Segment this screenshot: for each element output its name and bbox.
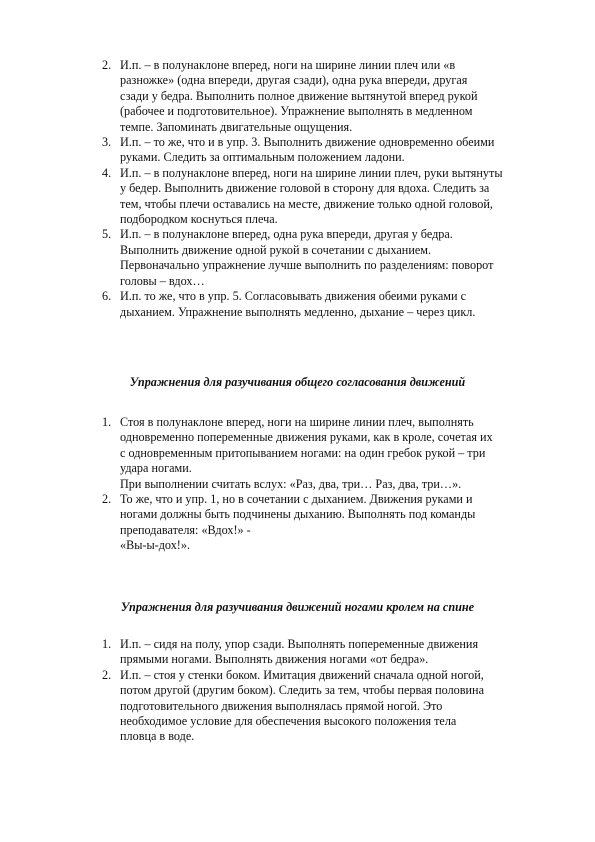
item-line: Выполнить движение одной рукой в сочетании с дыханием.	[120, 242, 432, 257]
item-line: При выполнении считать вслух: «Раз, два, три… Раз, два, три…».	[120, 476, 462, 491]
item-line: подбородком коснуться плеча.	[120, 212, 278, 227]
exercise-list-2	[102, 415, 542, 554]
item-line: И.п. – стоя у стенки боком. Имитация движений сначала одной ногой,	[120, 667, 484, 682]
item-line: Первоначально упражнение лучше выполнить по разделениям: поворот	[120, 258, 494, 273]
item-number: 5.	[102, 227, 112, 242]
section-heading: Упражнения для разучивания движений ногами кролем на спине	[120, 600, 475, 614]
item-number: 1.	[102, 415, 112, 429]
item-line: И.п. – в полунаклоне вперед, ноги на ширине линии плеч или «в	[120, 58, 456, 72]
item-line: «Вы-ы-дох!».	[120, 538, 191, 553]
item-number: 4.	[102, 165, 112, 180]
list-item	[102, 668, 542, 745]
item-line: у бедер. Выполнить движение головой в сторону для вдоха. Следить за	[120, 181, 490, 196]
item-line: И.п. то же, что в упр. 5. Согласовывать движения обеими руками с	[120, 289, 466, 304]
item-line: дыханием. Упражнение выполнять медленно, дыхание – через цикл.	[120, 304, 476, 319]
item-line: И.п. – сидя на полу, упор сзади. Выполнять попеременные движения	[120, 637, 479, 651]
item-line: пловца в воде.	[120, 729, 195, 744]
item-line: темпе. Запоминать двигательные ощущения.	[120, 119, 353, 134]
exercise-list-3	[102, 637, 542, 745]
list-item	[102, 415, 542, 492]
item-number: 2.	[102, 58, 112, 72]
item-line: Стоя в полунаклоне вперед, ноги на ширине линии плеч, выполнять	[120, 415, 474, 429]
item-line: руками. Следить за оптимальным положением ладони.	[120, 150, 405, 165]
list-item	[102, 289, 542, 320]
list-item	[102, 166, 542, 228]
item-line: прямыми ногами. Выполнять движения ногами «от бедра».	[120, 652, 429, 667]
list-item	[102, 637, 542, 668]
item-line: И.п. – в полунаклоне вперед, ноги на ширине линии плеч, руки вытянуты	[120, 165, 503, 180]
item-number: 2.	[102, 492, 112, 507]
list-item	[102, 58, 542, 135]
section-heading: Упражнения для разучивания общего согласования движений	[129, 375, 466, 389]
item-line: подготовительного движения выполнялась прямой ногой. Это	[120, 698, 443, 713]
exercise-list-1	[102, 58, 542, 320]
item-number: 1.	[102, 637, 112, 651]
item-line: преподавателя: «Вдох!» -	[120, 522, 251, 537]
item-number: 2.	[102, 667, 112, 682]
list-item	[102, 492, 542, 554]
item-line: сзади у бедра. Выполнить полное движение вытянутой вперед рукой	[120, 88, 478, 103]
item-number: 3.	[102, 135, 112, 150]
item-line: удара ногами.	[120, 461, 192, 476]
item-line: То же, что и упр. 1, но в сочетании с дыханием. Движения руками и	[120, 492, 473, 507]
item-line: необходимое условие для обеспечения высокого положения тела	[120, 714, 457, 729]
item-line: ногами должны быть подчинены дыханию. Выполнять под команды	[120, 507, 476, 522]
item-line: тем, чтобы плечи оставались на месте, движение только одной головой,	[120, 196, 493, 211]
item-line: головы – вдох…	[120, 273, 205, 288]
list-item	[102, 227, 542, 289]
item-line: разножке» (одна впереди, другая сзади), одна рука впереди, другая	[120, 73, 468, 88]
item-line: с одновременным притопыванием ногами: на один гребок рукой – три	[120, 445, 486, 460]
item-number: 6.	[102, 289, 112, 304]
item-line: И.п. – в полунаклоне вперед, одна рука впереди, другая у бедра.	[120, 227, 453, 242]
item-line: (рабочее и подготовительное). Упражнение выполнять в медленном	[120, 104, 473, 119]
item-line: И.п. – то же, что и в упр. 3. Выполнить движение одновременно обеими	[120, 135, 495, 150]
list-item	[102, 135, 542, 166]
item-line: потом другой (другим боком). Следить за тем, чтобы первая половина	[120, 683, 484, 698]
item-line: одновременно попеременные движения руками, как в кроле, сочетая их	[120, 430, 493, 445]
